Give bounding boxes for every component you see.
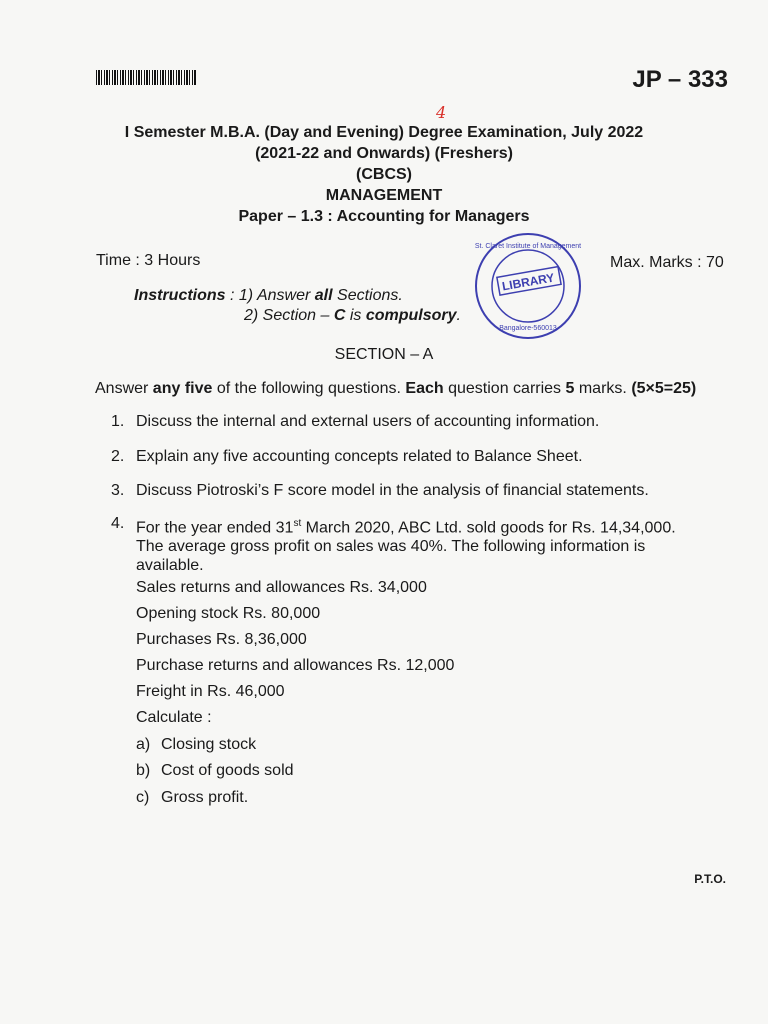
barcode <box>96 70 196 85</box>
q4-detail-5: Freight in Rs. 46,000 <box>136 683 285 700</box>
instruction-2: 2) Section – C is compulsory. <box>244 307 461 324</box>
instruction-1: Instructions : 1) Answer all Sections. <box>134 287 403 304</box>
q4-option-b: b) Cost of goods sold <box>136 762 294 779</box>
section-instruction: Answer any five of the following questions. Each question carries 5 marks. (5×5=25) <box>95 380 697 397</box>
q4-option-c: c) Gross profit. <box>136 789 249 806</box>
library-stamp-icon <box>468 232 588 342</box>
handwritten-mark: 4 <box>436 103 447 122</box>
q4-calculate: Calculate : <box>136 709 212 726</box>
pto-label: P.T.O. <box>694 872 726 886</box>
time-label: Time : 3 Hours <box>96 252 201 269</box>
stamp-bottom-text: Bangalore-560013 <box>499 325 557 332</box>
max-marks-label: Max. Marks : 70 <box>610 254 724 271</box>
paper-code: JP – 333 <box>632 66 728 93</box>
header-line-3: (CBCS) <box>356 166 412 183</box>
q4-detail-1: Sales returns and allowances Rs. 34,000 <box>136 579 427 596</box>
instructions-block <box>134 286 461 326</box>
q4-option-a: a) Closing stock <box>136 736 257 753</box>
header-line-4: MANAGEMENT <box>325 187 443 204</box>
stamp-center-text: LIBRARY <box>500 270 556 294</box>
q4-detail-2: Opening stock Rs. 80,000 <box>136 605 321 622</box>
section-marks: (5×5=25) <box>631 380 697 397</box>
header-line-5: Paper – 1.3 : Accounting for Managers <box>238 208 530 225</box>
stamp-top-text: St. Claret Institute of Management <box>474 243 582 250</box>
q4-detail-4: Purchase returns and allowances Rs. 12,000 <box>136 657 455 674</box>
q4-detail-3: Purchases Rs. 8,36,000 <box>136 631 307 648</box>
header-line-2: (2021-22 and Onwards) (Freshers) <box>255 145 513 162</box>
header-line-1: I Semester M.B.A. (Day and Evening) Degree Examination, July 2022 <box>124 124 644 141</box>
exam-header <box>0 122 768 227</box>
section-title: SECTION – A <box>334 346 434 363</box>
